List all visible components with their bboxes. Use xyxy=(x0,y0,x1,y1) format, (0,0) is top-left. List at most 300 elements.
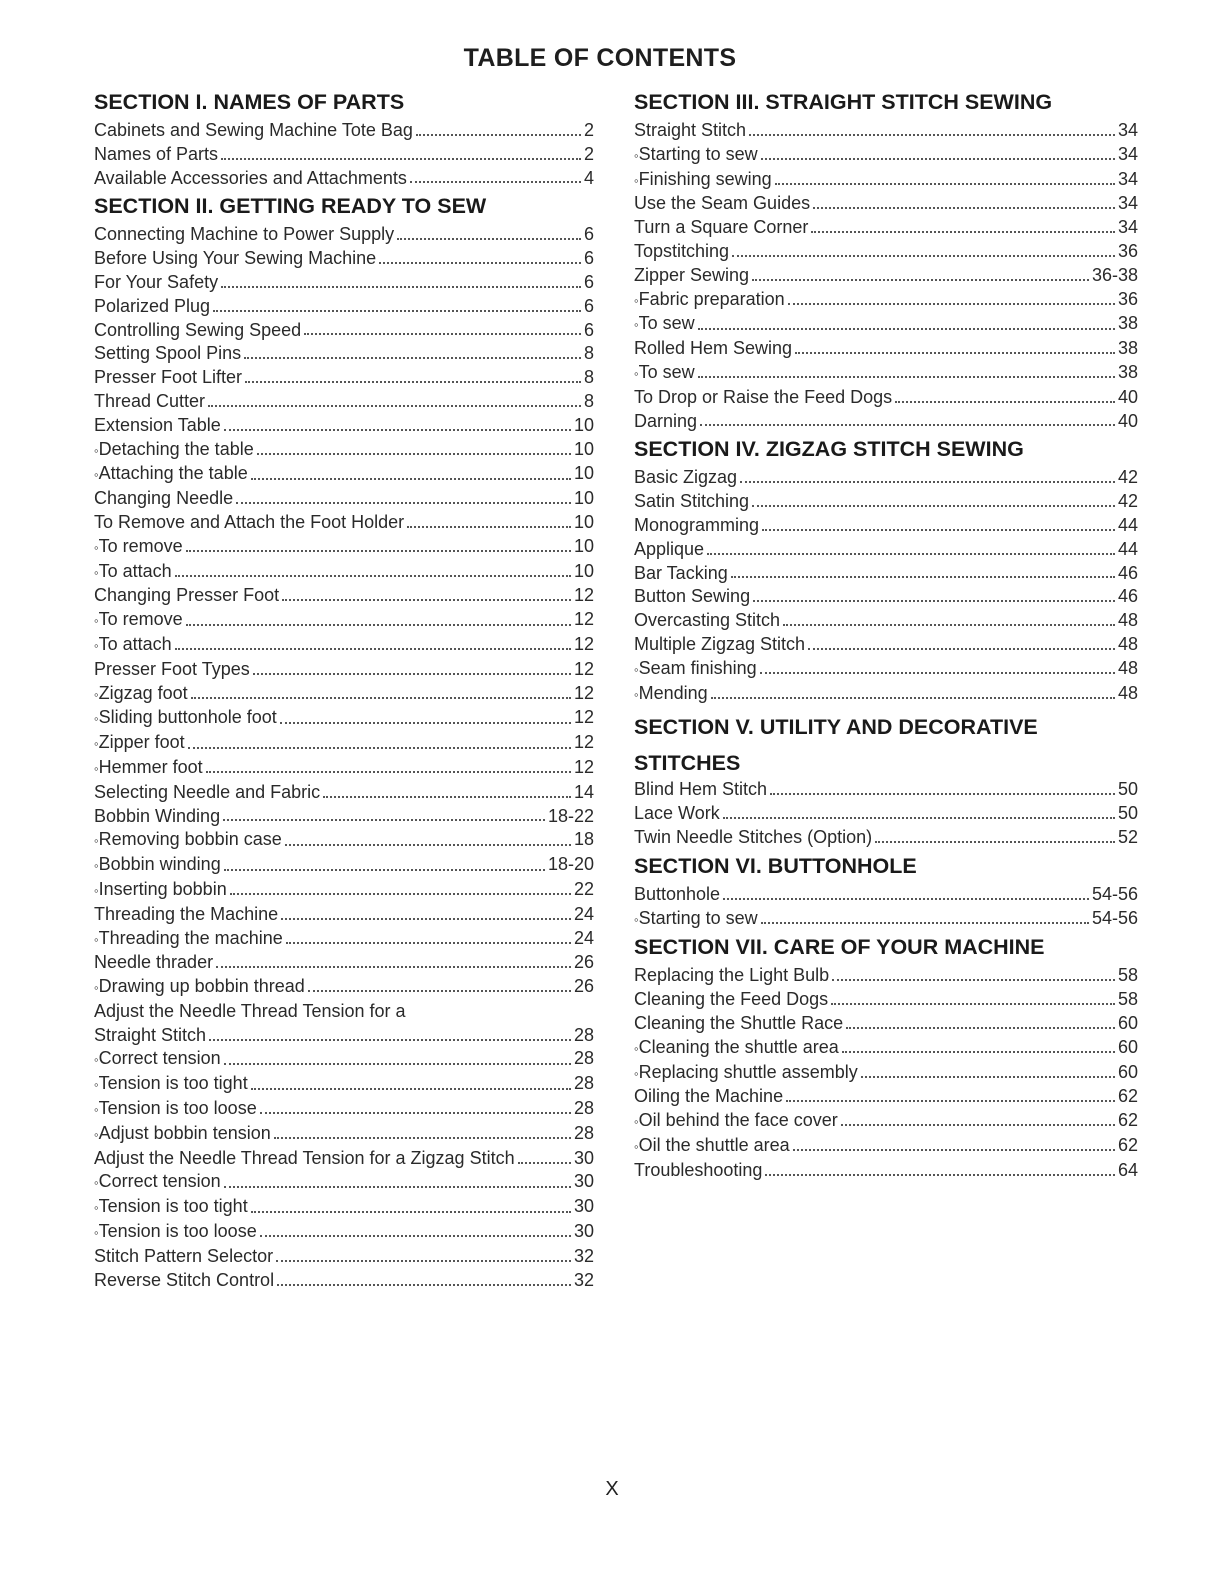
entry-label: ◦ To attach xyxy=(94,633,172,658)
entry-label: Straight Stitch xyxy=(634,120,747,140)
toc-entry[interactable] xyxy=(94,1024,594,1048)
entry-label: Controlling Sewing Speed xyxy=(94,319,302,340)
dot-leader xyxy=(251,1211,571,1213)
dot-leader xyxy=(752,279,1089,281)
entry-label: ◦ Zipper foot xyxy=(94,731,185,756)
entry-page-number: 54-56 xyxy=(1091,907,1138,928)
entry-page-number: 32 xyxy=(573,1269,594,1290)
entry-page-number: 34 xyxy=(1117,217,1138,238)
entry-label: Use the Seam Guides xyxy=(634,193,811,214)
toc-entry[interactable] xyxy=(634,264,1138,288)
dot-leader xyxy=(407,526,571,528)
toc-subentry[interactable] xyxy=(94,1220,594,1245)
toc-entry[interactable] xyxy=(94,584,594,608)
dot-leader xyxy=(707,553,1115,555)
entry-label: To Remove and Attach the Foot Holder xyxy=(94,511,405,532)
dot-leader xyxy=(244,357,581,359)
entry-label: Topstitching xyxy=(634,240,730,261)
entry-page-number: 34 xyxy=(1117,193,1138,214)
dot-leader xyxy=(732,255,1115,257)
entry-page-number: 48 xyxy=(1117,657,1138,678)
entry-page-number: 44 xyxy=(1117,514,1138,535)
toc-entry[interactable] xyxy=(634,1085,1138,1109)
dot-leader xyxy=(175,575,571,577)
entry-label: ◦ Detaching the table xyxy=(94,438,254,463)
dot-leader xyxy=(186,624,571,626)
entry-label: ◦ Oil behind the face cover xyxy=(634,1109,838,1134)
toc-entry[interactable] xyxy=(634,1159,1138,1183)
entry-label: Overcasting Stitch xyxy=(634,610,781,631)
toc-subentry[interactable] xyxy=(94,853,594,878)
entry-label: ◦ To sew xyxy=(634,312,695,337)
toc-entry[interactable] xyxy=(634,410,1138,434)
entry-label: ◦ Threading the machine xyxy=(94,927,283,952)
entry-label: ◦ Oil the shuttle area xyxy=(634,1134,790,1159)
entry-label: Applique xyxy=(634,538,705,559)
dot-leader xyxy=(795,352,1115,354)
dot-leader xyxy=(280,722,571,724)
dot-leader xyxy=(783,624,1115,626)
entry-page-number: 34 xyxy=(1117,120,1138,140)
toc-subentry[interactable] xyxy=(94,1122,594,1147)
entry-page-number: 8 xyxy=(583,390,594,411)
toc-subentry[interactable] xyxy=(634,288,1138,313)
dot-leader xyxy=(841,1124,1115,1126)
entry-page-number: 30 xyxy=(573,1221,594,1242)
toc-entry[interactable] xyxy=(94,167,594,191)
entry-label: ◦ To attach xyxy=(94,560,172,585)
dot-leader xyxy=(323,796,571,798)
entry-page-number: 12 xyxy=(573,585,594,606)
entry-label: ◦ Tension is too tight xyxy=(94,1195,248,1220)
entry-page-number: 48 xyxy=(1117,682,1138,703)
entry-page-number: 36 xyxy=(1117,240,1138,261)
toc-entry[interactable] xyxy=(634,240,1138,264)
entry-page-number: 12 xyxy=(573,682,594,703)
dot-leader xyxy=(761,158,1115,160)
toc-subentry[interactable] xyxy=(634,682,1138,707)
toc-subentry[interactable] xyxy=(94,706,594,731)
entry-label: For Your Safety xyxy=(94,271,219,292)
page-number: X xyxy=(605,1478,619,1500)
toc-entry[interactable] xyxy=(634,964,1138,988)
toc-entry[interactable] xyxy=(94,487,594,511)
entry-label: Names of Parts xyxy=(94,143,219,164)
dot-leader xyxy=(251,1088,571,1090)
entry-page-number: 52 xyxy=(1117,826,1138,847)
entry-page-number: 42 xyxy=(1117,491,1138,512)
entry-page-number: 10 xyxy=(573,438,594,459)
entry-label: Selecting Needle and Fabric xyxy=(94,781,321,802)
entry-label: ◦ Removing bobbin case xyxy=(94,828,282,853)
toc-subentry[interactable] xyxy=(94,1195,594,1220)
entry-label: ◦ Correct tension xyxy=(94,1047,221,1072)
toc-subentry[interactable] xyxy=(634,168,1138,193)
entry-page-number: 38 xyxy=(1117,313,1138,334)
toc-entry[interactable] xyxy=(94,319,594,343)
page-title: TABLE OF CONTENTS xyxy=(463,44,737,72)
entry-label: Bobbin Winding xyxy=(94,805,221,826)
toc-entry[interactable] xyxy=(634,119,1138,143)
section-heading-continued: STITCHES xyxy=(634,751,741,776)
entry-label: Cabinets and Sewing Machine Tote Bag xyxy=(94,120,413,140)
entry-page-number: 36-38 xyxy=(1091,264,1138,285)
entry-page-number: 40 xyxy=(1117,410,1138,431)
dot-leader xyxy=(216,966,571,968)
entry-page-number: 6 xyxy=(583,295,594,316)
entry-page-number: 40 xyxy=(1117,386,1138,407)
toc-entry[interactable] xyxy=(94,295,594,319)
entry-label: ◦ Replacing shuttle assembly xyxy=(634,1061,858,1086)
entry-page-number: 34 xyxy=(1117,143,1138,164)
toc-subentry[interactable] xyxy=(94,975,594,1000)
dot-leader xyxy=(223,819,545,821)
toc-subentry[interactable] xyxy=(94,756,594,781)
toc-entry[interactable] xyxy=(94,390,594,414)
entry-label: Satin Stitching xyxy=(634,491,750,512)
dot-leader xyxy=(762,529,1115,531)
entry-label: ◦ To remove xyxy=(94,608,183,633)
entry-page-number: 38 xyxy=(1117,338,1138,359)
toc-subentry[interactable] xyxy=(94,535,594,560)
dot-leader xyxy=(846,1027,1115,1029)
entry-label: Reverse Stitch Control xyxy=(94,1269,275,1290)
dot-leader xyxy=(731,576,1115,578)
entry-label: Presser Foot Types xyxy=(94,658,250,679)
dot-leader xyxy=(832,979,1115,981)
entry-page-number: 44 xyxy=(1117,538,1138,559)
entry-label: Threading the Machine xyxy=(94,903,279,924)
entry-label: Lace Work xyxy=(634,803,720,824)
toc-subentry[interactable] xyxy=(94,682,594,707)
toc-subentry[interactable] xyxy=(94,462,594,487)
toc-entry[interactable] xyxy=(634,216,1138,240)
dot-leader xyxy=(761,922,1089,924)
toc-entry[interactable] xyxy=(94,1245,594,1269)
dot-leader xyxy=(740,481,1115,483)
dot-leader xyxy=(257,453,571,455)
dot-leader xyxy=(224,869,545,871)
entry-label: ◦ Fabric preparation xyxy=(634,288,785,313)
entry-page-number: 10 xyxy=(573,463,594,484)
entry-label: Troubleshooting xyxy=(634,1159,763,1180)
entry-label: Polarized Plug xyxy=(94,295,211,316)
toc-subentry[interactable] xyxy=(94,608,594,633)
entry-page-number: 6 xyxy=(583,271,594,292)
toc-entry[interactable] xyxy=(94,414,594,438)
entry-page-number: 12 xyxy=(573,756,594,777)
dot-leader xyxy=(245,381,581,383)
entry-label: To Drop or Raise the Feed Dogs xyxy=(634,386,893,407)
dot-leader xyxy=(221,158,581,160)
toc-subentry[interactable] xyxy=(94,633,594,658)
entry-page-number: 24 xyxy=(573,903,594,924)
entry-page-number: 10 xyxy=(573,488,594,509)
entry-page-number: 50 xyxy=(1117,803,1138,824)
entry-label: Darning xyxy=(634,410,698,431)
entry-page-number: 10 xyxy=(573,511,594,532)
toc-subentry[interactable] xyxy=(634,907,1138,932)
dot-leader xyxy=(698,328,1115,330)
dot-leader xyxy=(723,817,1115,819)
entry-label: Replacing the Light Bulb xyxy=(634,965,830,986)
entry-page-number: 28 xyxy=(573,1098,594,1119)
toc-subentry[interactable] xyxy=(634,361,1138,386)
toc-subentry[interactable] xyxy=(94,927,594,952)
dot-leader xyxy=(698,376,1115,378)
toc-subentry[interactable] xyxy=(94,438,594,463)
entry-label: Changing Needle xyxy=(94,488,234,509)
toc-entry[interactable] xyxy=(634,337,1138,361)
toc-subentry[interactable] xyxy=(94,731,594,756)
entry-page-number: 48 xyxy=(1117,633,1138,654)
entry-label: ◦ Seam finishing xyxy=(634,657,757,682)
entry-page-number: 14 xyxy=(573,781,594,802)
toc-entry[interactable] xyxy=(634,490,1138,514)
dot-leader xyxy=(765,1174,1115,1176)
toc-entry[interactable] xyxy=(94,951,594,975)
toc-subentry[interactable] xyxy=(634,312,1138,337)
entry-page-number: 30 xyxy=(573,1147,594,1168)
toc-entry[interactable] xyxy=(634,883,1138,907)
entry-label: ◦ Zigzag foot xyxy=(94,682,188,707)
entry-page-number: 28 xyxy=(573,1122,594,1143)
entry-page-number: 50 xyxy=(1117,779,1138,800)
toc-entry[interactable] xyxy=(94,223,594,247)
entry-label: Before Using Your Sewing Machine xyxy=(94,248,377,269)
toc-entry[interactable] xyxy=(94,271,594,295)
toc-subentry[interactable] xyxy=(634,1134,1138,1159)
entry-page-number: 62 xyxy=(1117,1086,1138,1107)
dot-leader xyxy=(286,942,571,944)
entry-label: Basic Zigzag xyxy=(634,467,738,488)
toc-entry[interactable] xyxy=(634,538,1138,562)
entry-page-number: 30 xyxy=(573,1171,594,1192)
entry-label: ◦ Inserting bobbin xyxy=(94,878,227,903)
dot-leader xyxy=(723,898,1089,900)
toc-entry[interactable] xyxy=(634,778,1138,802)
toc-subentry[interactable] xyxy=(634,657,1138,682)
toc-entry[interactable] xyxy=(94,511,594,535)
toc-entry[interactable] xyxy=(634,192,1138,216)
entry-page-number: 4 xyxy=(583,167,594,188)
entry-label: ◦ To sew xyxy=(634,361,695,386)
dot-leader xyxy=(749,134,1115,136)
entry-page-number: 8 xyxy=(583,367,594,388)
dot-leader xyxy=(230,893,571,895)
toc-entry[interactable] xyxy=(94,119,594,143)
entry-label: ◦ Starting to sew xyxy=(634,907,758,932)
entry-page-number: 28 xyxy=(573,1073,594,1094)
dot-leader xyxy=(895,401,1115,403)
entry-label: Cleaning the Feed Dogs xyxy=(634,989,829,1010)
entry-label: Thread Cutter xyxy=(94,390,206,411)
entry-label: ◦ Correct tension xyxy=(94,1170,221,1195)
toc-entry[interactable] xyxy=(634,562,1138,586)
section-heading: SECTION II. GETTING READY TO SEW xyxy=(94,194,487,219)
entry-label: ◦ Attaching the table xyxy=(94,462,248,487)
dot-leader xyxy=(842,1051,1115,1053)
section-heading: SECTION VI. BUTTONHOLE xyxy=(634,853,917,878)
toc-subentry[interactable] xyxy=(634,1061,1138,1086)
dot-leader xyxy=(224,1186,571,1188)
dot-leader xyxy=(213,310,581,312)
entry-page-number: 26 xyxy=(573,976,594,997)
entry-label: ◦ Mending xyxy=(634,682,708,707)
entry-page-number: 60 xyxy=(1117,1036,1138,1057)
dot-leader xyxy=(793,1149,1115,1151)
entry-page-number: 58 xyxy=(1117,965,1138,986)
section-heading: SECTION I. NAMES OF PARTS xyxy=(94,90,405,114)
toc-subentry[interactable] xyxy=(634,1036,1138,1061)
entry-page-number: 24 xyxy=(573,927,594,948)
toc-subentry[interactable] xyxy=(94,1097,594,1122)
toc-entry[interactable] xyxy=(94,658,594,682)
dot-leader xyxy=(753,600,1115,602)
entry-page-number: 38 xyxy=(1117,361,1138,382)
entry-label: Blind Hem Stitch xyxy=(634,779,768,800)
entry-page-number: 32 xyxy=(573,1245,594,1266)
entry-label: Cleaning the Shuttle Race xyxy=(634,1012,844,1033)
toc-entry[interactable] xyxy=(634,988,1138,1012)
toc-entry[interactable] xyxy=(634,802,1138,826)
dot-leader xyxy=(188,747,571,749)
toc-entry[interactable] xyxy=(94,1269,594,1293)
entry-page-number: 10 xyxy=(573,535,594,556)
entry-label: Bar Tacking xyxy=(634,562,728,583)
entry-page-number: 42 xyxy=(1117,467,1138,488)
dot-leader xyxy=(224,1063,571,1065)
toc-entry[interactable] xyxy=(634,466,1138,490)
toc-entry[interactable] xyxy=(94,247,594,271)
entry-label: Oiling the Machine xyxy=(634,1086,784,1107)
entry-page-number: 22 xyxy=(573,878,594,899)
toc-subentry[interactable] xyxy=(94,828,594,853)
entry-page-number: 18 xyxy=(573,829,594,850)
entry-label: ◦ Finishing sewing xyxy=(634,168,772,193)
dot-leader xyxy=(253,673,571,675)
dot-leader xyxy=(281,918,571,920)
toc-entry[interactable] xyxy=(634,585,1138,609)
entry-page-number: 18-20 xyxy=(547,854,594,875)
entry-label: ◦ Tension is too loose xyxy=(94,1220,257,1245)
entry-page-number: 12 xyxy=(573,707,594,728)
toc-entry[interactable] xyxy=(94,342,594,366)
entry-page-number: 28 xyxy=(573,1024,594,1045)
entry-page-number: 18-22 xyxy=(547,805,594,826)
entry-label: ◦ Cleaning the shuttle area xyxy=(634,1036,839,1061)
toc-entry[interactable] xyxy=(94,366,594,390)
toc-entry[interactable] xyxy=(634,514,1138,538)
entry-page-number: 60 xyxy=(1117,1012,1138,1033)
entry-page-number: 46 xyxy=(1117,562,1138,583)
section-heading: SECTION III. STRAIGHT STITCH SEWING xyxy=(634,90,1053,114)
entry-label: Stitch Pattern Selector xyxy=(94,1245,274,1266)
toc-entry[interactable] xyxy=(634,609,1138,633)
dot-leader xyxy=(260,1235,571,1237)
entry-label: Buttonhole xyxy=(634,883,721,904)
dot-leader xyxy=(191,697,571,699)
section-heading: SECTION VII. CARE OF YOUR MACHINE xyxy=(634,935,1045,960)
dot-leader xyxy=(788,303,1115,305)
toc-entry[interactable] xyxy=(634,826,1138,850)
entry-page-number: 30 xyxy=(573,1196,594,1217)
entry-page-number: 12 xyxy=(573,633,594,654)
dot-leader xyxy=(700,424,1115,426)
entry-label: Zipper Sewing xyxy=(634,264,750,285)
entry-label: Straight Stitch xyxy=(94,1024,207,1045)
toc-entry[interactable] xyxy=(94,1147,594,1171)
toc-subentry[interactable] xyxy=(634,143,1138,168)
toc-entry[interactable] xyxy=(634,386,1138,410)
entry-page-number: 2 xyxy=(583,120,594,140)
dot-leader xyxy=(808,648,1115,650)
entry-label: Changing Presser Foot xyxy=(94,585,280,606)
entry-page-number: 62 xyxy=(1117,1134,1138,1155)
toc-entry[interactable] xyxy=(94,1000,594,1024)
entry-label: ◦ Drawing up bobbin thread xyxy=(94,975,305,1000)
dot-leader xyxy=(813,207,1115,209)
entry-label: Twin Needle Stitches (Option) xyxy=(634,826,873,847)
dot-leader xyxy=(260,1112,571,1114)
dot-leader xyxy=(831,1003,1115,1005)
entry-page-number: 36 xyxy=(1117,288,1138,309)
toc-entry[interactable] xyxy=(94,143,594,167)
toc-subentry[interactable] xyxy=(94,878,594,903)
dot-leader xyxy=(224,429,571,431)
entry-label: ◦ Hemmer foot xyxy=(94,756,203,781)
dot-leader xyxy=(416,134,581,136)
toc-entry[interactable] xyxy=(94,903,594,927)
entry-label: ◦ Starting to sew xyxy=(634,143,758,168)
entry-label: Turn a Square Corner xyxy=(634,217,809,238)
entry-label: Button Sewing xyxy=(634,586,751,607)
dot-leader xyxy=(786,1100,1115,1102)
entry-page-number: 10 xyxy=(573,560,594,581)
toc-subentry[interactable] xyxy=(94,1072,594,1097)
entry-label: Multiple Zigzag Stitch xyxy=(634,633,806,654)
entry-page-number: 28 xyxy=(573,1048,594,1069)
dot-leader xyxy=(251,478,571,480)
entry-page-number: 48 xyxy=(1117,610,1138,631)
entry-label: Setting Spool Pins xyxy=(94,343,242,364)
entry-label: ◦ Tension is too loose xyxy=(94,1097,257,1122)
toc-subentry[interactable] xyxy=(94,1170,594,1195)
toc-subentry[interactable] xyxy=(94,1047,594,1072)
dot-leader xyxy=(379,262,581,264)
toc-entry[interactable] xyxy=(634,1012,1138,1036)
entry-page-number: 64 xyxy=(1117,1159,1138,1180)
dot-leader xyxy=(276,1260,571,1262)
section-heading: SECTION V. UTILITY AND DECORATIVE xyxy=(634,715,1038,740)
entry-page-number: 12 xyxy=(573,609,594,630)
entry-label: Adjust the Needle Thread Tension for a Zigzag Stitch xyxy=(94,1147,515,1168)
toc-entry[interactable] xyxy=(94,805,594,829)
dot-leader xyxy=(752,505,1115,507)
entry-label: Extension Table xyxy=(94,414,221,435)
dot-leader xyxy=(518,1162,571,1164)
dot-leader xyxy=(175,648,571,650)
dot-leader xyxy=(861,1076,1115,1078)
toc-subentry[interactable] xyxy=(94,560,594,585)
toc-entry[interactable] xyxy=(94,781,594,805)
entry-label: Connecting Machine to Power Supply xyxy=(94,224,395,245)
toc-subentry[interactable] xyxy=(634,1109,1138,1134)
toc-entry[interactable] xyxy=(634,633,1138,657)
dot-leader xyxy=(221,286,581,288)
dot-leader xyxy=(209,1039,571,1041)
dot-leader xyxy=(811,231,1115,233)
